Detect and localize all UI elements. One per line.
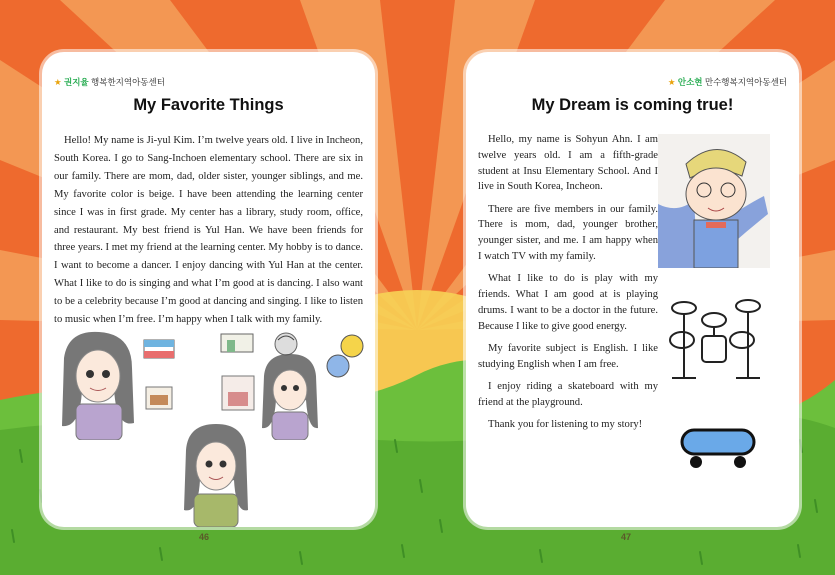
- essay-text: Hello! My name is Ji-yul Kim. I’m twelve years old. I live in Incheon, South Korea. I go to Sang-Inchoen elementary school. There are six in our family. There are mom, dad, older sister, younger siblings, and me. My favorite color is beige. I have been attending the learning center since I was in first grade. My center has a library, study room, office, and restaurant. My best friend is Yul Han. We have been friends for three years. I met my friend at the learning center. My hobby is to dance. I want to become a dancer. I enjoy dancing with Yul Han at the center. What I like to do is singing and what I’m good at is dancing. I also want to be a celebrity because I’m good at dancing and singing. I like to listen to music when I’m free. I’m happy when I talk with my family.: [54, 135, 363, 326]
- paragraph-thanks: Thank you for listening to my story!: [488, 419, 643, 431]
- page-title: My Dream is coming true!: [531, 96, 734, 114]
- friends-heads-drawing: [324, 332, 366, 382]
- star-icon: ★: [54, 77, 62, 87]
- left-page: [42, 52, 375, 527]
- drum-set-drawing: [658, 292, 770, 384]
- paragraph-subject: My favorite subject is English. I like studying English when I am free.: [478, 343, 658, 370]
- right-page: [466, 52, 799, 527]
- girl-drawing-right: [258, 350, 322, 440]
- flag-drawing: [142, 336, 180, 366]
- paragraph-skateboard: I enjoy riding a skateboard with my friend at the playground.: [478, 381, 658, 408]
- girl-drawing-left: [54, 328, 140, 440]
- room-drawing: [144, 385, 174, 411]
- author-line: [54, 76, 165, 88]
- essay-column: [478, 132, 658, 440]
- page-number-right: 47: [621, 532, 632, 542]
- star-icon: ★: [667, 77, 676, 87]
- page-number-left: 46: [199, 532, 210, 542]
- author-name: 안소현: [677, 77, 703, 87]
- center-name: 행복한지역아동센터: [91, 77, 165, 87]
- paragraph-intro: Hello, my name is Sohyun Ahn. I am twelve years old. I am a fifth-grade student at Insu Elementary School. And I live in South Korea, Incheon.: [478, 134, 658, 193]
- paragraph-hobby: What I like to do is play with my friends. What I am good at is playing drums. I want to be a doctor in the future. Because I like to give good energy.: [478, 273, 658, 332]
- page-title: My Favorite Things: [133, 96, 284, 114]
- building-drawing: [217, 330, 257, 356]
- author-line: [668, 76, 787, 88]
- author-name: 권지율: [64, 77, 89, 87]
- center-name: 만수행복지역아동센터: [704, 77, 787, 87]
- room-scene-drawing: [220, 374, 256, 412]
- skateboard-drawing: [678, 424, 758, 472]
- paragraph-family: There are five members in our family. There is mom, dad, younger brother, younger sister, and me. I am happy when I watch TV with my family.: [478, 203, 658, 263]
- girl-drawing-center: [178, 420, 254, 527]
- doctor-self-portrait-drawing: [658, 134, 770, 268]
